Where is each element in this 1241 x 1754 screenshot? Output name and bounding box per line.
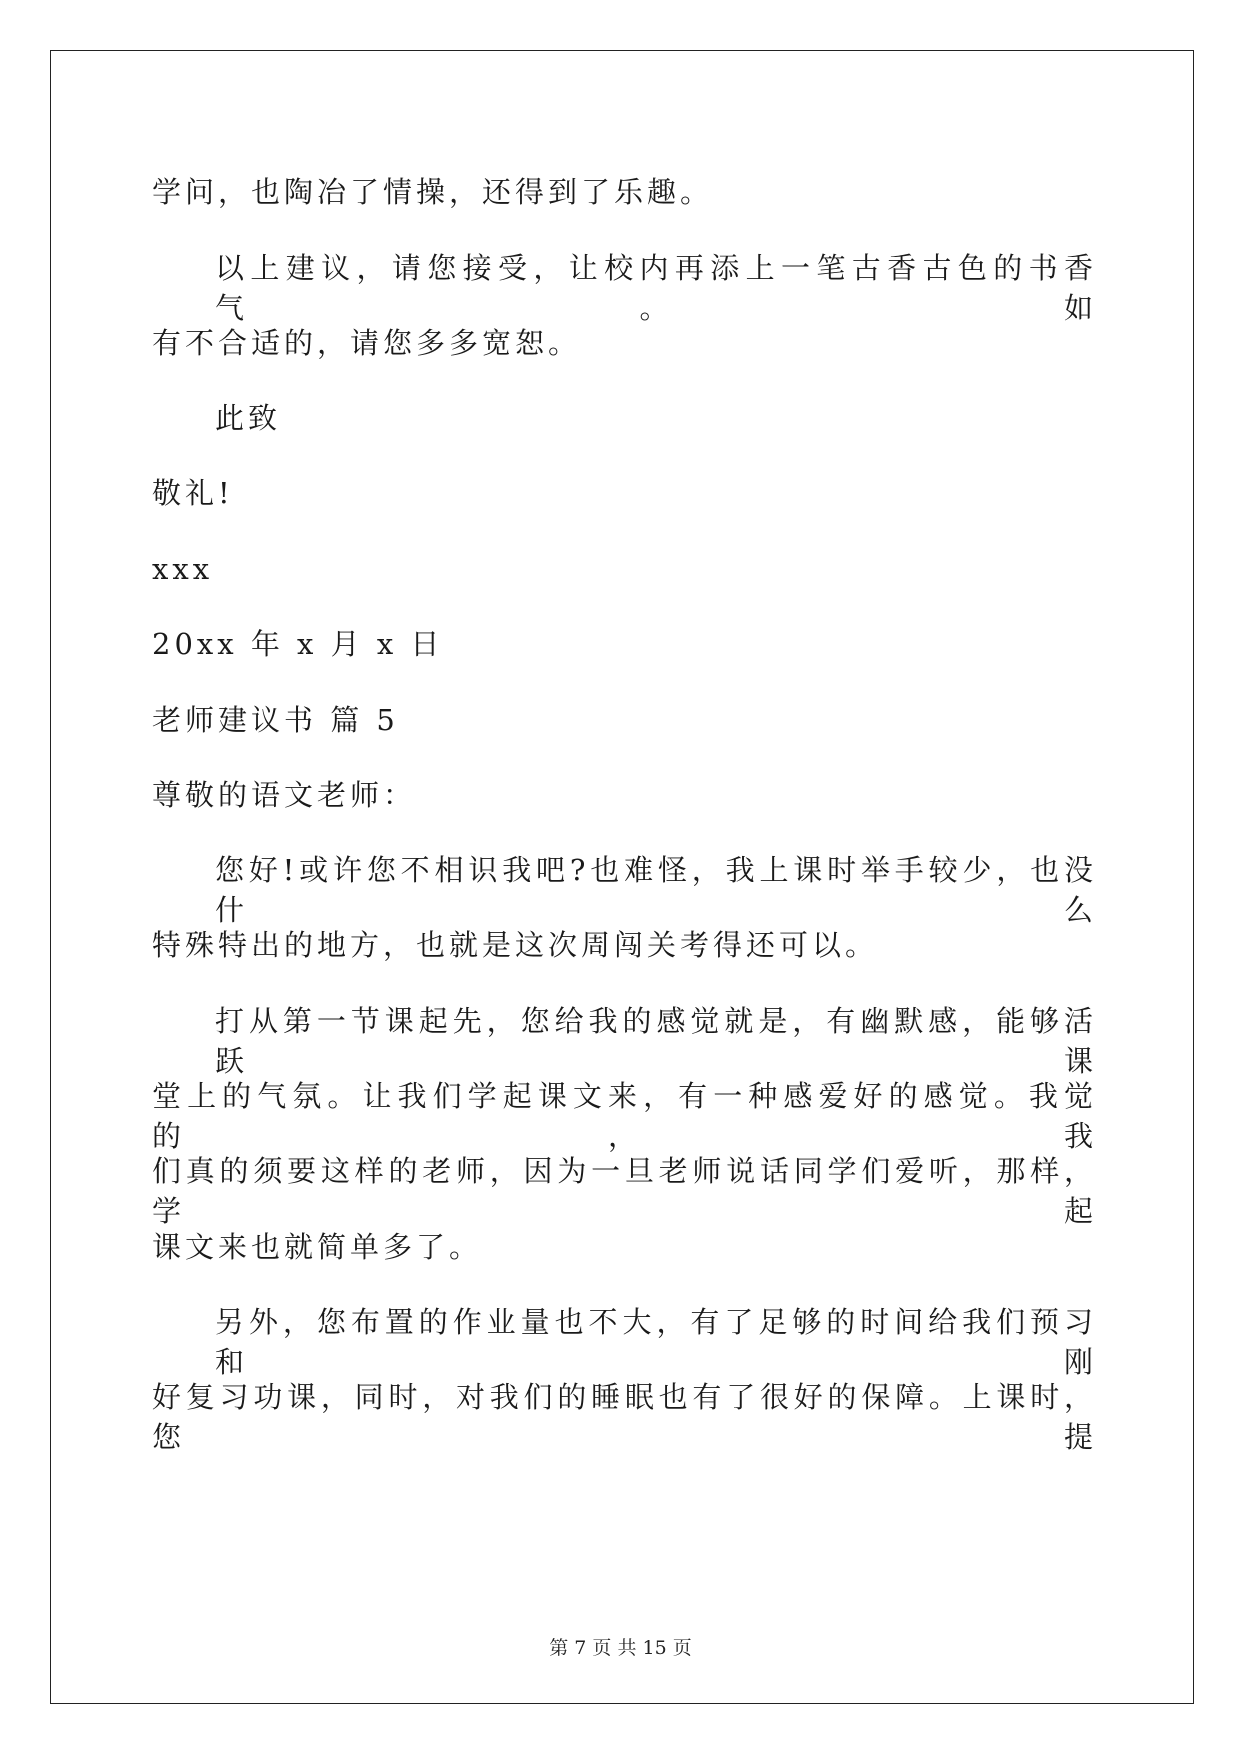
text-line: 另外，您布置的作业量也不大，有了足够的时间给我们预习和刚 bbox=[215, 1305, 1097, 1379]
text-line: 有不合适的，请您多多宽恕。 bbox=[152, 326, 582, 360]
text-line: 们真的须要这样的老师，因为一旦老师说话同学们爱听，那样，学起 bbox=[152, 1154, 1097, 1228]
text-line: 打从第一节课起先，您给我的感觉就是，有幽默感，能够活跃课 bbox=[215, 1004, 1097, 1078]
signature-name: xxx bbox=[152, 552, 214, 586]
text-line: 好复习功课，同时，对我们的睡眠也有了很好的保障。上课时，您提 bbox=[152, 1380, 1097, 1454]
text-line: 您好!或许您不相识我吧?也难怪，我上课时举手较少，也没什么 bbox=[215, 853, 1097, 927]
closing-salutation: 此致 bbox=[215, 401, 282, 435]
page-number: 第 7 页 共 15 页 bbox=[549, 1637, 692, 1659]
closing-regards: 敬礼! bbox=[152, 476, 234, 510]
section-heading: 老师建议书 篇 5 bbox=[152, 703, 399, 737]
text-line: 堂上的气氛。让我们学起课文来，有一种感爱好的感觉。我觉的，我 bbox=[152, 1079, 1097, 1153]
text-line: 特殊特出的地方，也就是这次周闯关考得还可以。 bbox=[152, 928, 879, 962]
text-line: 课文来也就简单多了。 bbox=[152, 1230, 483, 1264]
signature-date: 20xx 年 x 月 x 日 bbox=[152, 627, 444, 661]
text-line: 以上建议，请您接受，让校内再添上一笔古香古色的书香气。如 bbox=[215, 251, 1097, 325]
greeting: 尊敬的语文老师： bbox=[152, 778, 417, 812]
text-line: 学问，也陶冶了情操，还得到了乐趣。 bbox=[152, 175, 714, 209]
